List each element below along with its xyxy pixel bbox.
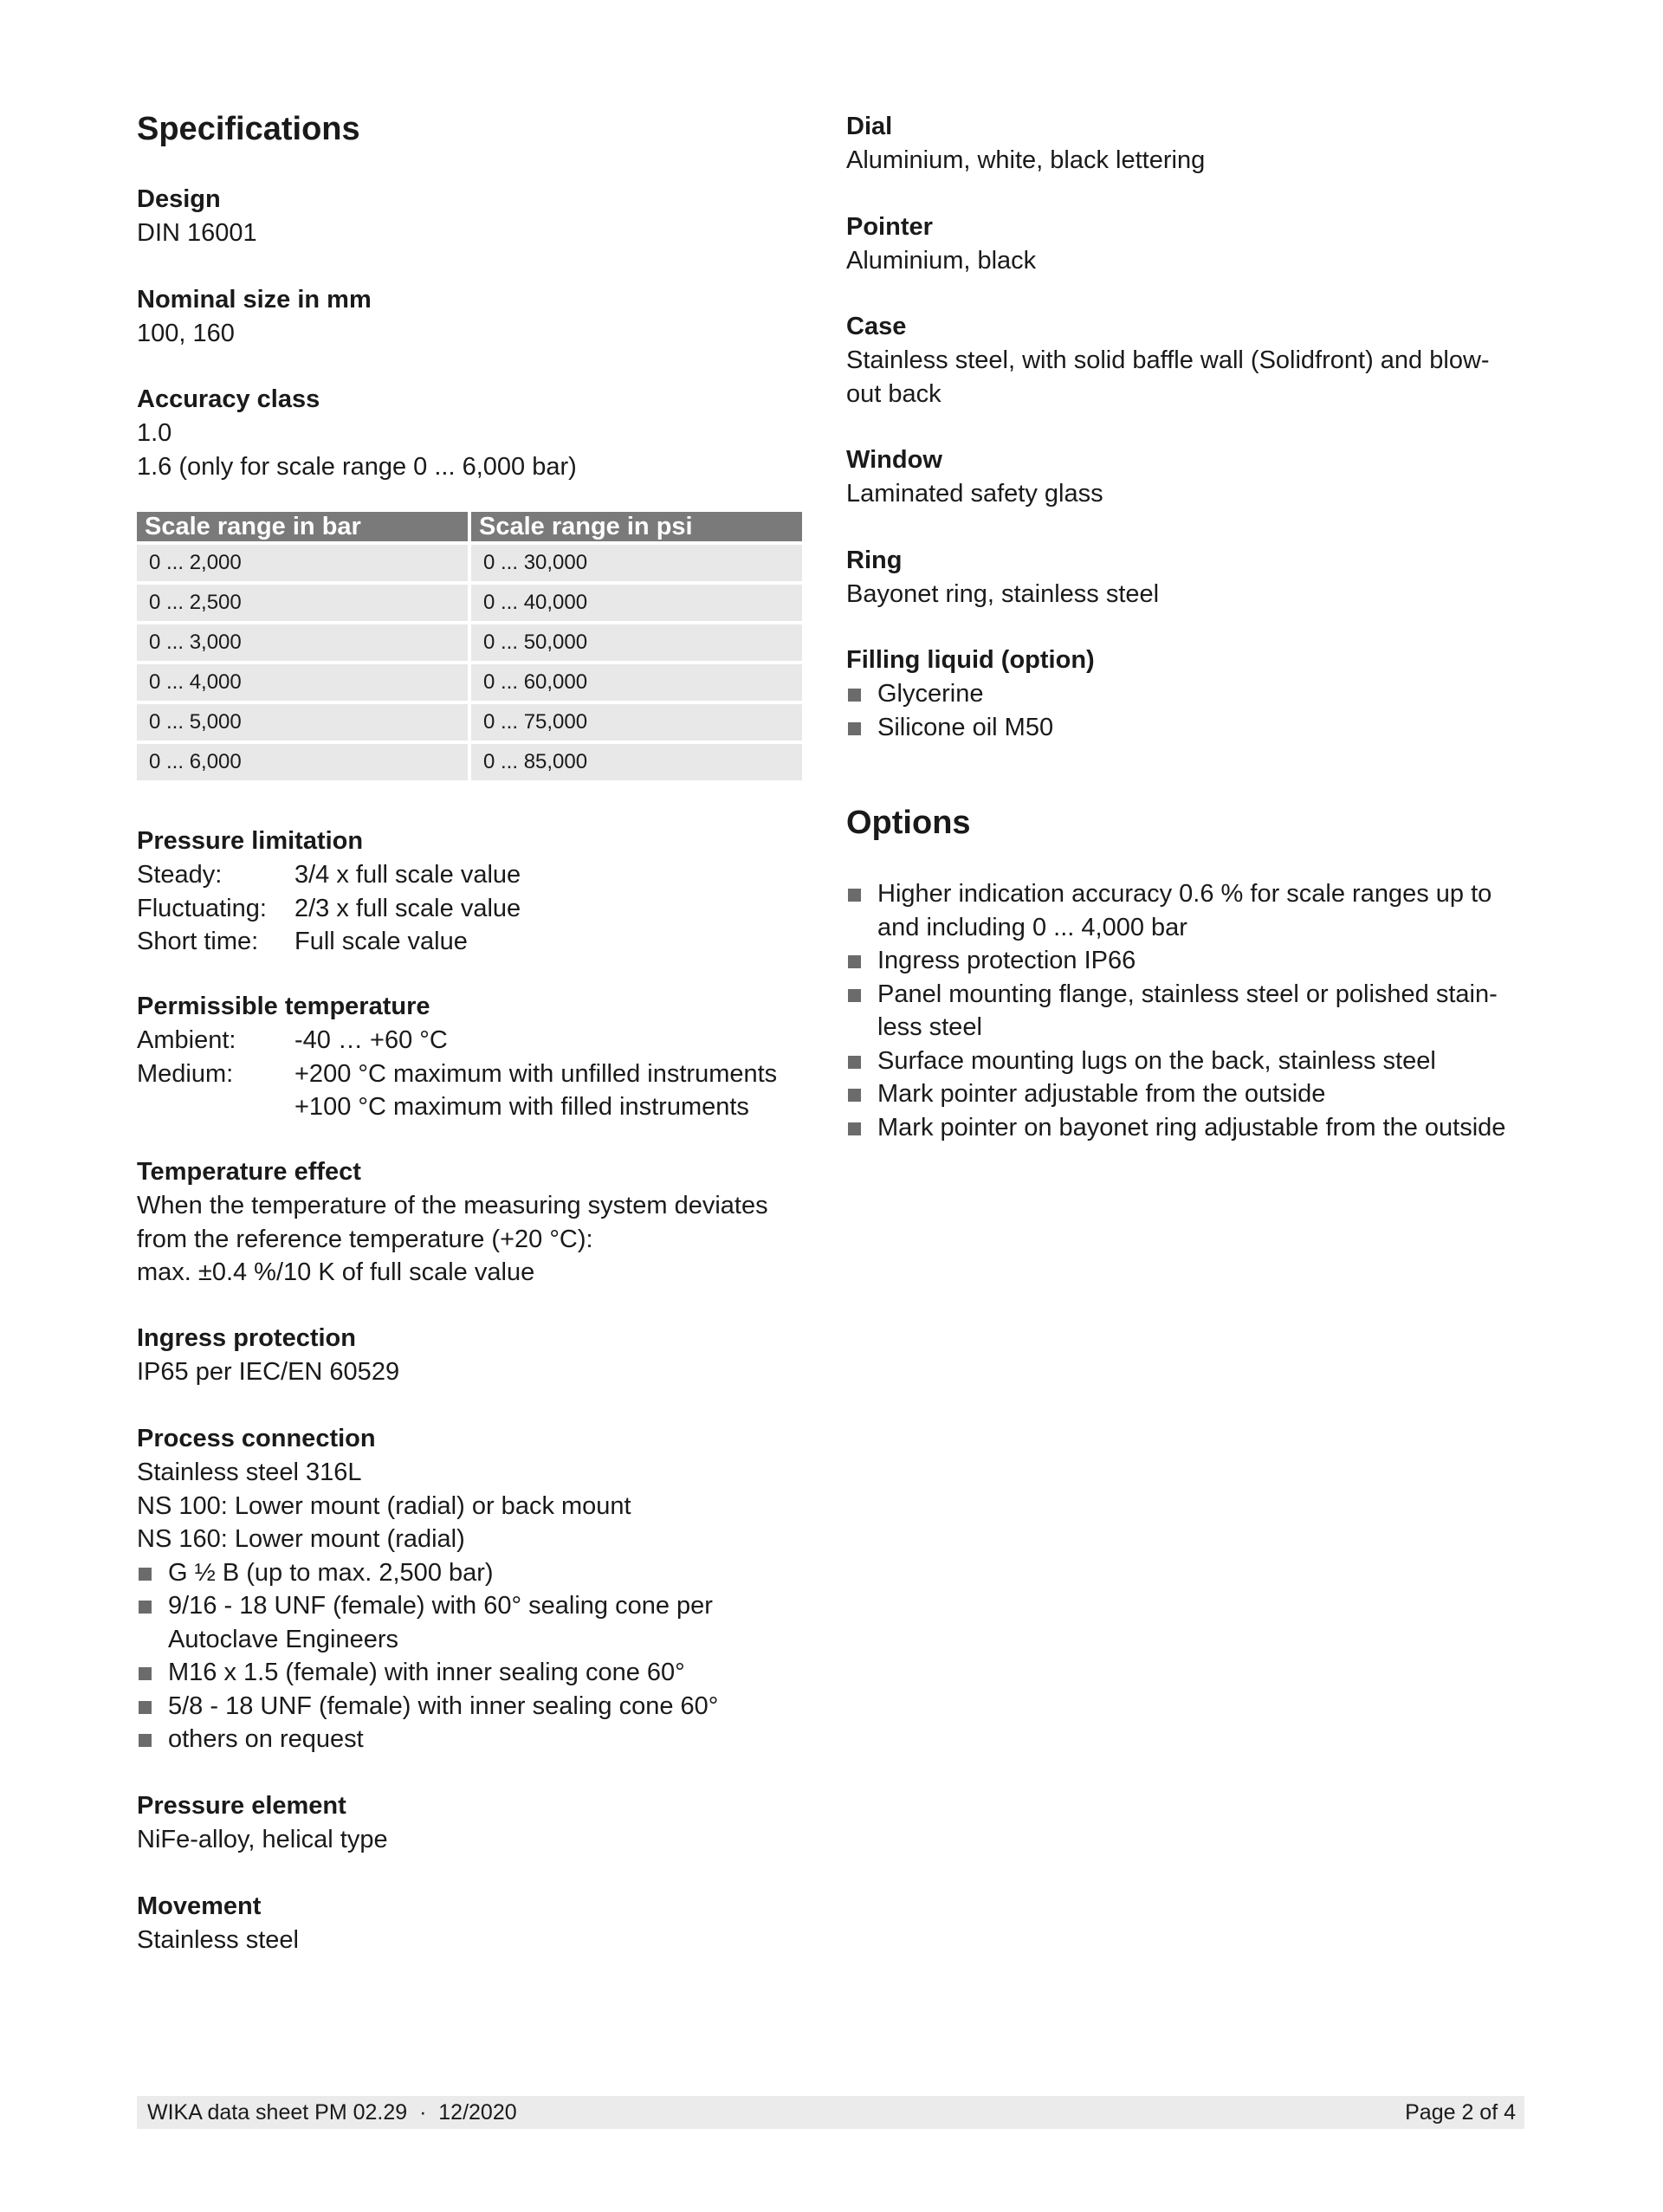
table-cell: 0 ... 6,000	[137, 744, 468, 780]
dial-section	[846, 110, 1522, 178]
accuracy-section	[137, 383, 812, 483]
pointer-value: Aluminium, black	[846, 247, 1037, 275]
process-connection-section	[137, 1422, 812, 1756]
list-item-text: Mark pointer on bayonet ring adjustable from the outside	[877, 1113, 1506, 1142]
case-title: Case	[846, 313, 907, 340]
footer-page-number: Page 2 of 4	[1405, 2100, 1516, 2125]
row-value: 3/4 x full scale value	[294, 861, 521, 889]
table-cell: 0 ... 40,000	[471, 585, 802, 621]
list-item	[846, 677, 1522, 711]
nominal-size-title: Nominal size in mm	[137, 286, 372, 314]
medium-value: +200 °C maximum with unfilled instruments	[294, 1059, 778, 1088]
ring-title: Ring	[846, 547, 903, 574]
table-cell: 0 ... 85,000	[471, 744, 802, 780]
table-header-bar: Scale range in bar	[137, 512, 468, 541]
row-value: 2/3 x full scale value	[294, 894, 521, 922]
table-cell: 0 ... 50,000	[471, 624, 802, 661]
list-item-text: Panel mounting flange, stainless steel or polished stain-less steel	[877, 980, 1498, 1041]
row-value: Full scale value	[294, 928, 468, 955]
process-connection-line: NS 160: Lower mount (radial)	[137, 1525, 465, 1553]
table-cell: 0 ... 30,000	[471, 545, 802, 581]
bullet-square-icon	[848, 889, 861, 902]
table-cell: 0 ... 2,500	[137, 585, 468, 621]
table-header-psi: Scale range in psi	[471, 512, 802, 541]
bullet-square-icon	[848, 1122, 861, 1135]
accuracy-title: Accuracy class	[137, 385, 320, 413]
bullet-square-icon	[848, 1089, 861, 1102]
list-item	[846, 1045, 1522, 1078]
list-item	[846, 1077, 1522, 1111]
pressure-limitation-row	[137, 858, 812, 892]
window-section	[846, 443, 1522, 511]
pressure-limitation-section	[137, 825, 812, 959]
table-row	[137, 545, 802, 581]
medium-values	[294, 1057, 812, 1124]
medium-row	[137, 1057, 812, 1124]
ring-value: Bayonet ring, stainless steel	[846, 580, 1160, 608]
footer-datasheet-ref: WIKA data sheet PM 02.29 · 12/2020	[147, 2100, 517, 2125]
list-item	[846, 944, 1522, 978]
process-connection-line: Stainless steel 316L	[137, 1458, 362, 1486]
filling-list	[846, 677, 1522, 744]
ambient-row	[137, 1024, 812, 1057]
table-row	[137, 744, 802, 780]
bullet-square-icon	[848, 1056, 861, 1069]
table-cell: 0 ... 2,000	[137, 545, 468, 581]
ingress-section	[137, 1322, 812, 1389]
ambient-value: -40 … +60 °C	[294, 1026, 448, 1054]
pressure-limitation-row	[137, 925, 812, 959]
list-item-text: 9/16 - 18 UNF (female) with 60° sealing cone per Autoclave Engineers	[168, 1592, 713, 1653]
table-cell: 0 ... 60,000	[471, 664, 802, 701]
options-heading: Options	[846, 805, 971, 841]
case-section	[846, 310, 1522, 411]
table-cell: 0 ... 4,000	[137, 664, 468, 701]
options-section	[846, 877, 1522, 1144]
temperature-effect-section	[137, 1155, 812, 1290]
ingress-value: IP65 per IEC/EN 60529	[137, 1358, 400, 1386]
scale-range-table	[133, 508, 806, 784]
table-cell: 0 ... 75,000	[471, 704, 802, 741]
nominal-size-value: 100, 160	[137, 320, 235, 347]
dial-title: Dial	[846, 113, 893, 140]
table-cell: 0 ... 5,000	[137, 704, 468, 741]
temperature-effect-line: from the reference temperature (+20 °C):	[137, 1225, 593, 1253]
filling-title: Filling liquid (option)	[846, 646, 1095, 674]
bullet-square-icon	[139, 1667, 152, 1680]
temperature-effect-title: Temperature effect	[137, 1158, 361, 1186]
ring-section	[846, 544, 1522, 611]
specifications-heading: Specifications	[137, 111, 360, 147]
temperature-effect-line: When the temperature of the measuring system deviates	[137, 1192, 768, 1219]
medium-label: Medium:	[137, 1059, 234, 1088]
pointer-section	[846, 210, 1522, 278]
process-connection-list	[137, 1556, 812, 1756]
design-value: DIN 16001	[137, 219, 257, 247]
process-connection-line: NS 100: Lower mount (radial) or back mount	[137, 1491, 631, 1520]
table-cell: 0 ... 3,000	[137, 624, 468, 661]
permissible-temperature-title: Permissible temperature	[137, 993, 430, 1020]
list-item-text: 5/8 - 18 UNF (female) with inner sealing cone 60°	[168, 1691, 719, 1720]
list-item	[137, 1690, 812, 1724]
list-item-text: Silicone oil M50	[877, 713, 1054, 741]
list-item-text: Mark pointer adjustable from the outside	[877, 1080, 1326, 1108]
movement-section	[137, 1890, 812, 1957]
filling-section	[846, 644, 1522, 744]
table-row	[137, 704, 802, 741]
case-value: Stainless steel, with solid baffle wall (Solidfront) and blow-out back	[846, 346, 1490, 408]
page-footer	[137, 2096, 1524, 2129]
row-label: Steady:	[137, 861, 223, 889]
temperature-effect-line: max. ±0.4 %/10 K of full scale value	[137, 1258, 535, 1286]
list-item-text: Higher indication accuracy 0.6 % for scale ranges up to and including 0 ... 4,000 bar	[877, 880, 1492, 941]
design-title: Design	[137, 185, 221, 213]
table-header-row	[137, 512, 802, 541]
bullet-square-icon	[139, 1601, 152, 1614]
movement-value: Stainless steel	[137, 1926, 299, 1954]
list-item-text: Ingress protection IP66	[877, 947, 1136, 974]
bullet-square-icon	[139, 1568, 152, 1581]
table-row	[137, 585, 802, 621]
bullet-square-icon	[848, 689, 861, 702]
table-row	[137, 624, 802, 661]
pointer-title: Pointer	[846, 213, 933, 241]
row-label: Fluctuating:	[137, 894, 267, 922]
list-item-text: G ½ B (up to max. 2,500 bar)	[168, 1558, 494, 1587]
list-item	[846, 711, 1522, 745]
list-item	[137, 1556, 812, 1590]
permissible-temperature-section	[137, 990, 812, 1124]
list-item	[137, 1589, 757, 1656]
bullet-square-icon	[139, 1701, 152, 1714]
ingress-title: Ingress protection	[137, 1324, 356, 1352]
table-row	[137, 664, 802, 701]
bullet-square-icon	[848, 955, 861, 968]
accuracy-line: 1.0	[137, 419, 172, 447]
dial-value: Aluminium, white, black lettering	[846, 146, 1206, 174]
list-item	[137, 1723, 812, 1756]
medium-value: +100 °C maximum with filled instruments	[294, 1093, 749, 1121]
list-item	[137, 1656, 812, 1690]
bullet-square-icon	[848, 722, 861, 735]
list-item	[846, 877, 1518, 944]
list-item-text: Surface mounting lugs on the back, stainless steel	[877, 1046, 1436, 1075]
list-item	[846, 1111, 1522, 1145]
accuracy-line: 1.6 (only for scale range 0 ... 6,000 bar)	[137, 452, 577, 481]
pressure-element-title: Pressure element	[137, 1792, 346, 1820]
pressure-limitation-title: Pressure limitation	[137, 827, 364, 855]
nominal-size-section	[137, 283, 812, 351]
bullet-square-icon	[848, 989, 861, 1002]
options-list	[846, 877, 1522, 1144]
pressure-element-value: NiFe-alloy, helical type	[137, 1826, 388, 1853]
ambient-label: Ambient:	[137, 1026, 236, 1054]
bullet-square-icon	[139, 1734, 152, 1747]
list-item-text: Glycerine	[877, 680, 984, 708]
list-item-text: others on request	[168, 1725, 364, 1753]
movement-title: Movement	[137, 1892, 262, 1920]
design-section	[137, 183, 812, 250]
window-value: Laminated safety glass	[846, 480, 1103, 508]
list-item-text: M16 x 1.5 (female) with inner sealing cone 60°	[168, 1659, 685, 1686]
pressure-element-section	[137, 1789, 812, 1857]
window-title: Window	[846, 446, 942, 474]
process-connection-title: Process connection	[137, 1425, 376, 1452]
pressure-limitation-row	[137, 892, 812, 926]
row-label: Short time:	[137, 928, 259, 955]
list-item	[846, 978, 1518, 1045]
